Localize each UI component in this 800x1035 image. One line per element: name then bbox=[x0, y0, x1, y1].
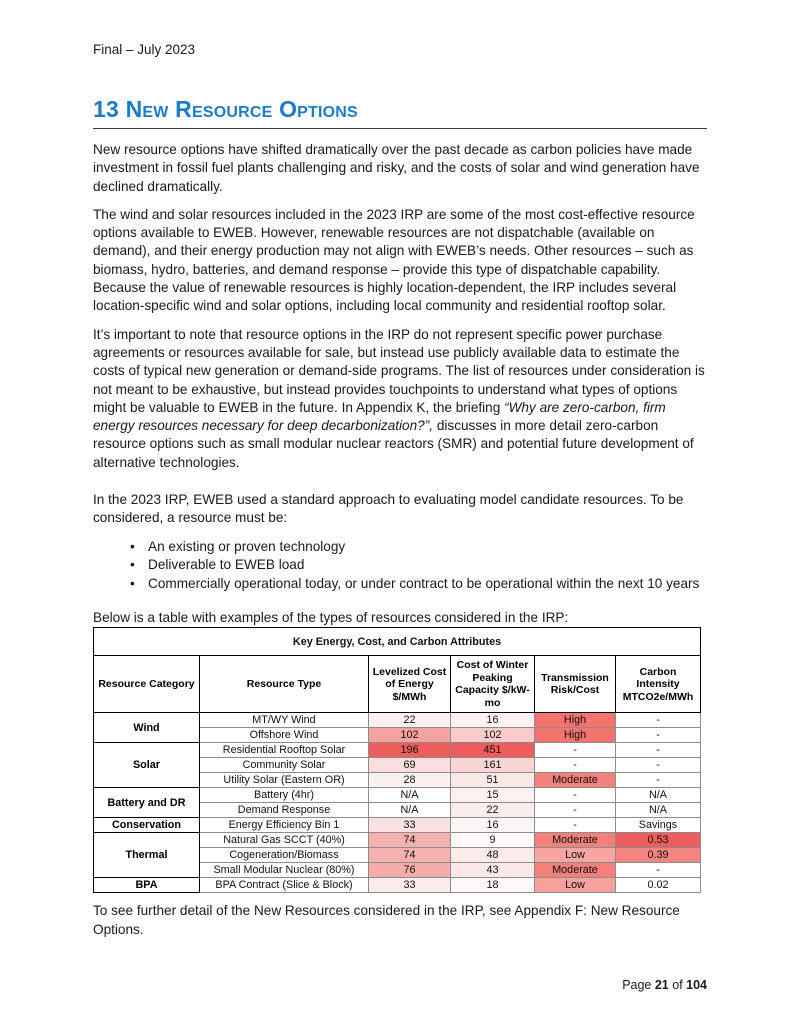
carbon-intensity-cell: Savings bbox=[616, 818, 701, 833]
closing-paragraph: To see further detail of the New Resources considered in the IRP, see Appendix F: New Resource Options. bbox=[93, 903, 680, 937]
winter-capacity-cell: 48 bbox=[451, 848, 535, 863]
carbon-intensity-cell: - bbox=[616, 773, 701, 788]
table-row bbox=[94, 713, 701, 728]
winter-capacity-cell: 16 bbox=[451, 713, 535, 728]
winter-capacity-cell: 102 bbox=[451, 728, 535, 743]
resource-type-cell: Battery (4hr) bbox=[200, 788, 369, 803]
resource-type-cell: Offshore Wind bbox=[200, 728, 369, 743]
page-number-of: of bbox=[668, 978, 687, 993]
column-header-transmission: Transmission Risk/Cost bbox=[535, 656, 616, 713]
bullet-text: An existing or proven technology bbox=[148, 538, 346, 554]
bullet-icon: • bbox=[130, 557, 135, 573]
transmission-risk-cell: - bbox=[535, 818, 616, 833]
carbon-intensity-cell: N/A bbox=[616, 788, 701, 803]
resource-type-cell: Small Modular Nuclear (80%) bbox=[200, 863, 369, 878]
resource-category-cell: Thermal bbox=[94, 833, 200, 878]
column-header-resource-type: Resource Type bbox=[200, 656, 369, 713]
key-attributes-table bbox=[93, 627, 701, 893]
column-header-carbon-intensity: Carbon Intensity MTCO2e/MWh bbox=[616, 656, 701, 713]
transmission-risk-cell: High bbox=[535, 728, 616, 743]
transmission-risk-cell: Low bbox=[535, 848, 616, 863]
transmission-risk-cell: Low bbox=[535, 878, 616, 893]
column-header-levelized-cost: Levelized Cost of Energy $/MWh bbox=[369, 656, 451, 713]
resource-type-cell: MT/WY Wind bbox=[200, 713, 369, 728]
winter-capacity-cell: 9 bbox=[451, 833, 535, 848]
table-intro-text: Below is a table with examples of the types of resources considered in the IRP: bbox=[93, 610, 569, 626]
transmission-risk-cell: - bbox=[535, 758, 616, 773]
table-title-row bbox=[94, 628, 701, 656]
transmission-risk-cell: High bbox=[535, 713, 616, 728]
resource-category-cell: Solar bbox=[94, 743, 200, 788]
resource-type-cell: BPA Contract (Slice & Block) bbox=[200, 878, 369, 893]
winter-capacity-cell: 43 bbox=[451, 863, 535, 878]
winter-capacity-cell: 22 bbox=[451, 803, 535, 818]
resource-category-cell: Wind bbox=[94, 713, 200, 743]
levelized-cost-cell: 102 bbox=[369, 728, 451, 743]
levelized-cost-cell: 74 bbox=[369, 833, 451, 848]
carbon-intensity-cell: 0.39 bbox=[616, 848, 701, 863]
section-heading: 13 New Resource Options bbox=[93, 95, 707, 129]
paragraph-criteria-lead: In the 2023 IRP, EWEB used a standard approach to evaluating model candidate resources. To be considered, a resource must be: bbox=[93, 492, 684, 526]
levelized-cost-cell: 33 bbox=[369, 818, 451, 833]
table-header-row bbox=[94, 656, 701, 713]
appendix-k-briefing-title: “Why are zero-carbon, firm energy resources necessary for deep decarbonization?”, bbox=[93, 399, 666, 434]
levelized-cost-cell: 33 bbox=[369, 878, 451, 893]
carbon-intensity-cell: - bbox=[616, 713, 701, 728]
carbon-intensity-cell: - bbox=[616, 863, 701, 878]
carbon-intensity-cell: - bbox=[616, 728, 701, 743]
levelized-cost-cell: N/A bbox=[369, 803, 451, 818]
transmission-risk-cell: Moderate bbox=[535, 863, 616, 878]
page-number-prefix: Page bbox=[622, 978, 655, 993]
levelized-cost-cell: N/A bbox=[369, 788, 451, 803]
carbon-intensity-cell: - bbox=[616, 758, 701, 773]
paragraph-wind-solar: The wind and solar resources included in the 2023 IRP are some of the most cost-effective resource options available to EWEB. However, renewable resources are not dispatchable (available on demand), and their energy production may not align with EWEB’s needs. Other resources – such as biomass, hydro, batteries, and demand response – provide this type of dispatchable capability. Because the value of renewable resources is highly location-dependent, the IRP includes several location-specific wind and solar options, including local community and residential rooftop solar. bbox=[93, 206, 695, 314]
bullet-item bbox=[93, 538, 707, 557]
resource-category-cell: BPA bbox=[94, 878, 200, 893]
levelized-cost-cell: 74 bbox=[369, 848, 451, 863]
criteria-bullet-list bbox=[93, 538, 707, 594]
table-row bbox=[94, 833, 701, 848]
levelized-cost-cell: 196 bbox=[369, 743, 451, 758]
page-number-current: 21 bbox=[654, 978, 669, 993]
bullet-icon: • bbox=[130, 538, 135, 554]
bullet-item bbox=[93, 575, 707, 594]
winter-capacity-cell: 18 bbox=[451, 878, 535, 893]
document-version-header: Final – July 2023 bbox=[93, 42, 196, 57]
levelized-cost-cell: 28 bbox=[369, 773, 451, 788]
resource-type-cell: Energy Efficiency Bin 1 bbox=[200, 818, 369, 833]
resource-type-cell: Demand Response bbox=[200, 803, 369, 818]
resource-type-cell: Residential Rooftop Solar bbox=[200, 743, 369, 758]
table-title: Key Energy, Cost, and Carbon Attributes bbox=[94, 628, 701, 656]
page-number bbox=[93, 978, 707, 993]
carbon-intensity-cell: 0.02 bbox=[616, 878, 701, 893]
transmission-risk-cell: Moderate bbox=[535, 773, 616, 788]
carbon-intensity-cell: N/A bbox=[616, 803, 701, 818]
bullet-text: Commercially operational today, or under contract to be operational within the next 10 years bbox=[148, 575, 700, 591]
bullet-icon: • bbox=[130, 575, 135, 591]
table-row bbox=[94, 818, 701, 833]
page-number-total: 104 bbox=[686, 978, 707, 993]
column-header-winter-capacity: Cost of Winter Peaking Capacity $/kW-mo bbox=[451, 656, 535, 713]
bullet-item bbox=[93, 556, 707, 575]
levelized-cost-cell: 22 bbox=[369, 713, 451, 728]
attributes-table-body bbox=[94, 628, 701, 893]
winter-capacity-cell: 161 bbox=[451, 758, 535, 773]
resource-type-cell: Community Solar bbox=[200, 758, 369, 773]
column-header-resource-category: Resource Category bbox=[94, 656, 200, 713]
resource-category-cell: Conservation bbox=[94, 818, 200, 833]
levelized-cost-cell: 69 bbox=[369, 758, 451, 773]
winter-capacity-cell: 16 bbox=[451, 818, 535, 833]
table-row bbox=[94, 743, 701, 758]
transmission-risk-cell: - bbox=[535, 788, 616, 803]
bullet-text: Deliverable to EWEB load bbox=[148, 557, 305, 573]
transmission-risk-cell: - bbox=[535, 803, 616, 818]
transmission-risk-cell: Moderate bbox=[535, 833, 616, 848]
paragraph-appendix-k-pre: It’s important to note that resource options in the IRP do not represent specific power purchase agreements or resources available for sale, but instead use publicly available data to estimate the costs of typical new generation or demand-side programs. The list of resources under consideration is not meant to be exhaustive, but instead provides touchpoints to understand what types of options might be valuable to EWEB in the future. In Appendix K, the briefing bbox=[93, 326, 705, 415]
paragraph-intro: New resource options have shifted dramatically over the past decade as carbon policies have made investment in fossil fuel plants challenging and risky, and the costs of solar and wind generation have declined dramatically. bbox=[93, 142, 700, 194]
winter-capacity-cell: 15 bbox=[451, 788, 535, 803]
levelized-cost-cell: 76 bbox=[369, 863, 451, 878]
table-row bbox=[94, 788, 701, 803]
resource-type-cell: Utility Solar (Eastern OR) bbox=[200, 773, 369, 788]
paragraph-appendix-k-post: discusses in more detail zero-carbon resource options such as small modular nuclear reactors (SMR) and potential future development of alternative technologies. bbox=[93, 418, 694, 470]
carbon-intensity-cell: - bbox=[616, 743, 701, 758]
transmission-risk-cell: - bbox=[535, 743, 616, 758]
winter-capacity-cell: 51 bbox=[451, 773, 535, 788]
table-row bbox=[94, 878, 701, 893]
resource-type-cell: Natural Gas SCCT (40%) bbox=[200, 833, 369, 848]
resource-type-cell: Cogeneration/Biomass bbox=[200, 848, 369, 863]
carbon-intensity-cell: 0.53 bbox=[616, 833, 701, 848]
paragraph-appendix-k bbox=[93, 326, 707, 472]
winter-capacity-cell: 451 bbox=[451, 743, 535, 758]
resource-category-cell: Battery and DR bbox=[94, 788, 200, 818]
